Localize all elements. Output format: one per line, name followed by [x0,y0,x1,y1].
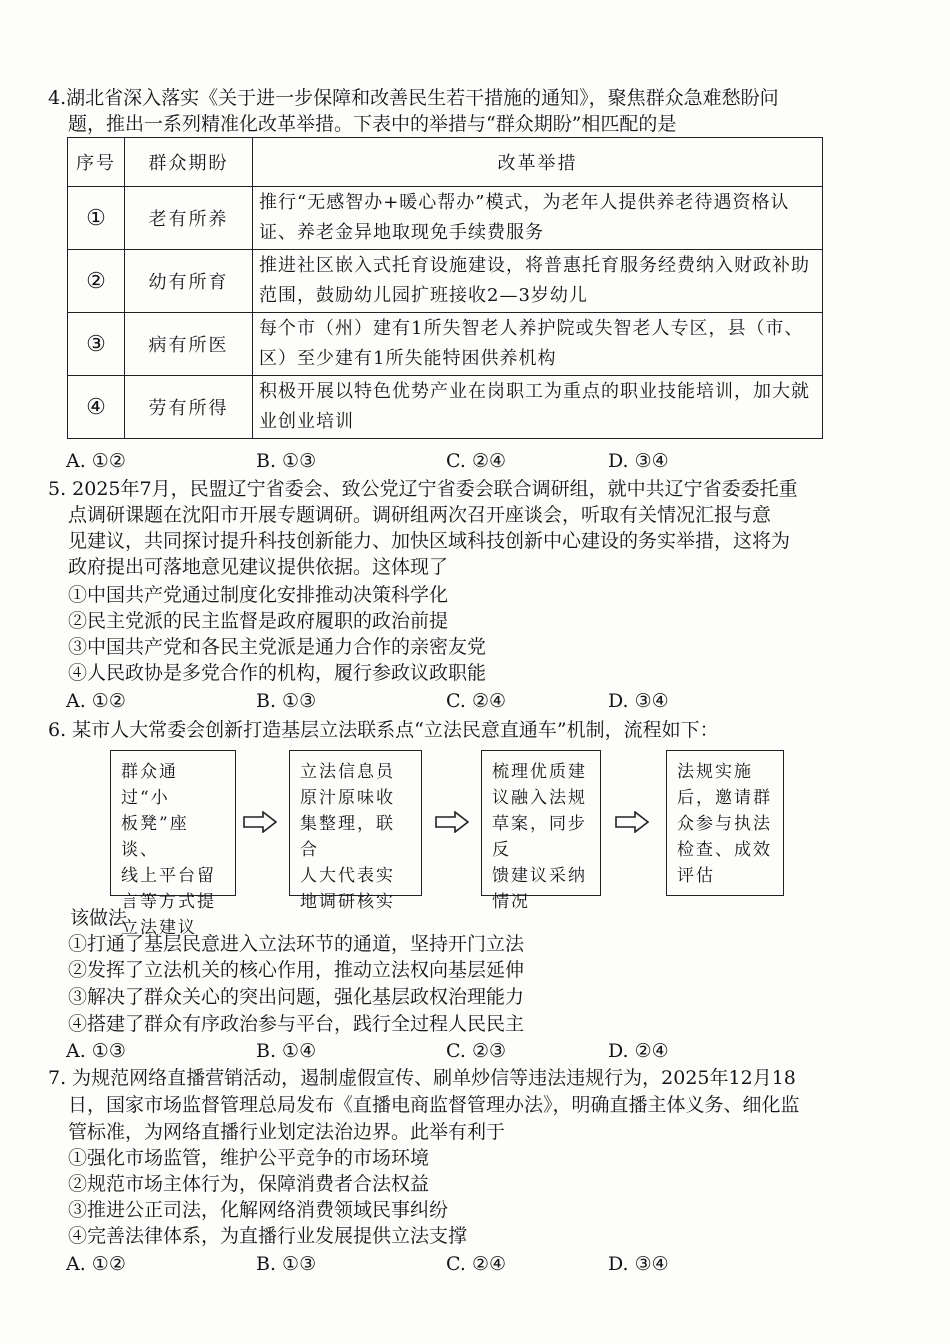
option-c[interactable]: C. ②④ [446,1253,507,1275]
q5-stem-line-2: 点调研课题在沈阳市开展专题调研。调研组两次召开座谈会，听取有关情况汇报与意 [68,504,772,526]
row-expectation: 劳有所得 [125,376,253,439]
q5-statement-1: ①中国共产党通过制度化安排推动决策科学化 [68,584,449,606]
q7-stem-line-1: 7. 为规范网络直播营销活动，遏制虚假宣传、刷单炒信等违法违规行为，2025年12月18 [48,1067,796,1089]
option-b[interactable]: B. ①④ [256,1040,317,1062]
row-measure: 推进社区嵌入式托育设施建设，将普惠托育服务经费纳入财政补助范围，鼓励幼儿园扩班接收2—3岁幼儿 [253,250,823,313]
row-number: ② [68,250,125,313]
option-d[interactable]: D. ③④ [608,450,669,472]
table-header-row [68,138,823,187]
option-b[interactable]: B. ①③ [256,450,317,472]
q6-statement-3: ③解决了群众关心的突出问题，强化基层政权治理能力 [68,986,525,1008]
option-d[interactable]: D. ③④ [608,1253,669,1275]
option-b[interactable]: B. ①③ [256,1253,317,1275]
row-measure: 推行“无感智办+暖心帮办”模式，为老年人提供养老待遇资格认证、养老金异地取现免手续费服务 [253,187,823,250]
q7-statement-1: ①强化市场监管，维护公平竞争的市场环境 [68,1147,430,1169]
header-number: 序号 [68,138,125,187]
option-a[interactable]: A. ①② [66,450,126,472]
q5-statement-3: ③中国共产党和各民主党派是通力合作的亲密友党 [68,636,487,658]
option-c[interactable]: C. ②④ [446,690,507,712]
row-expectation: 幼有所育 [125,250,253,313]
q7-stem-line-2: 日，国家市场监督管理总局发布《直播电商监督管理办法》，明确直播主体义务、细化监 [68,1094,800,1116]
right-arrow-icon [435,811,469,833]
q6-stem: 6. 某市人大常委会创新打造基层立法联系点“立法民意直通车”机制，流程如下： [48,719,719,741]
header-measure: 改革举措 [253,138,823,187]
row-expectation: 老有所养 [125,187,253,250]
table-row [68,376,823,439]
right-arrow-icon [243,811,277,833]
flow-step-4: 法规实施 后，邀请群 众参与执法 检查、成效 评估 [666,750,784,896]
option-c[interactable]: C. ②④ [446,450,507,472]
q4-reform-table [67,137,823,439]
option-d[interactable]: D. ②④ [608,1040,669,1062]
option-c[interactable]: C. ②③ [446,1040,507,1062]
flow-step-1: 群众通过“小 板凳”座谈、 线上平台留 言等方式提 立法建议 [110,750,236,896]
q5-stem-line-4: 政府提出可落地意见建议提供依据。这体现了 [68,556,449,578]
row-number: ③ [68,313,125,376]
row-number: ④ [68,376,125,439]
table-row [68,187,823,250]
q7-statement-3: ③推进公正司法，化解网络消费领域民事纠纷 [68,1199,449,1221]
flow-step-2: 立法信息员 原汁原味收 集整理，联合 人大代表实 地调研核实 [289,750,422,896]
q6-statement-4: ④搭建了群众有序政治参与平台，践行全过程人民民主 [68,1013,525,1035]
right-arrow-icon [615,811,649,833]
table-row [68,313,823,376]
table-row [68,250,823,313]
option-a[interactable]: A. ①② [66,690,126,712]
q7-statement-2: ②规范市场主体行为，保障消费者合法权益 [68,1173,430,1195]
q4-stem-line-1: 4.湖北省深入落实《关于进一步保障和改善民生若干措施的通知》，聚焦群众急难愁盼问 [48,87,779,109]
q5-statement-4: ④人民政协是多党合作的机构，履行参政议政职能 [68,662,487,684]
row-expectation: 病有所医 [125,313,253,376]
option-a[interactable]: A. ①② [66,1253,126,1275]
q7-statement-4: ④完善法律体系，为直播行业发展提供立法支撑 [68,1225,468,1247]
q6-statement-1: ①打通了基层民意进入立法环节的通道，坚持开门立法 [68,933,525,955]
q4-stem-line-2: 题，推出一系列精准化改革举措。下表中的举措与“群众期盼”相匹配的是 [68,113,677,135]
row-number: ① [68,187,125,250]
row-measure: 每个市（州）建有1所失智老人养护院或失智老人专区，县（市、区）至少建有1所失能特困供养机构 [253,313,823,376]
option-a[interactable]: A. ①③ [66,1040,126,1062]
row-measure: 积极开展以特色优势产业在岗职工为重点的职业技能培训，加大就业创业培训 [253,376,823,439]
q5-statement-2: ②民主党派的民主监督是政府履职的政治前提 [68,610,449,632]
q6-statement-2: ②发挥了立法机关的核心作用，推动立法权向基层延伸 [68,959,525,981]
q6-lead: 该做法 [70,907,128,929]
header-expectation: 群众期盼 [125,138,253,187]
q5-stem-line-1: 5. 2025年7月，民盟辽宁省委会、致公党辽宁省委会联合调研组，就中共辽宁省委委托重 [48,478,798,500]
q7-stem-line-3: 管标准，为网络直播行业划定法治边界。此举有利于 [68,1121,506,1143]
q5-stem-line-3: 见建议，共同探讨提升科技创新能力、加快区域科技创新中心建设的务实举措，这将为 [68,530,791,552]
option-d[interactable]: D. ③④ [608,690,669,712]
flow-step-3: 梳理优质建 议融入法规 草案，同步反 馈建议采纳 情况 [481,750,601,896]
option-b[interactable]: B. ①③ [256,690,317,712]
